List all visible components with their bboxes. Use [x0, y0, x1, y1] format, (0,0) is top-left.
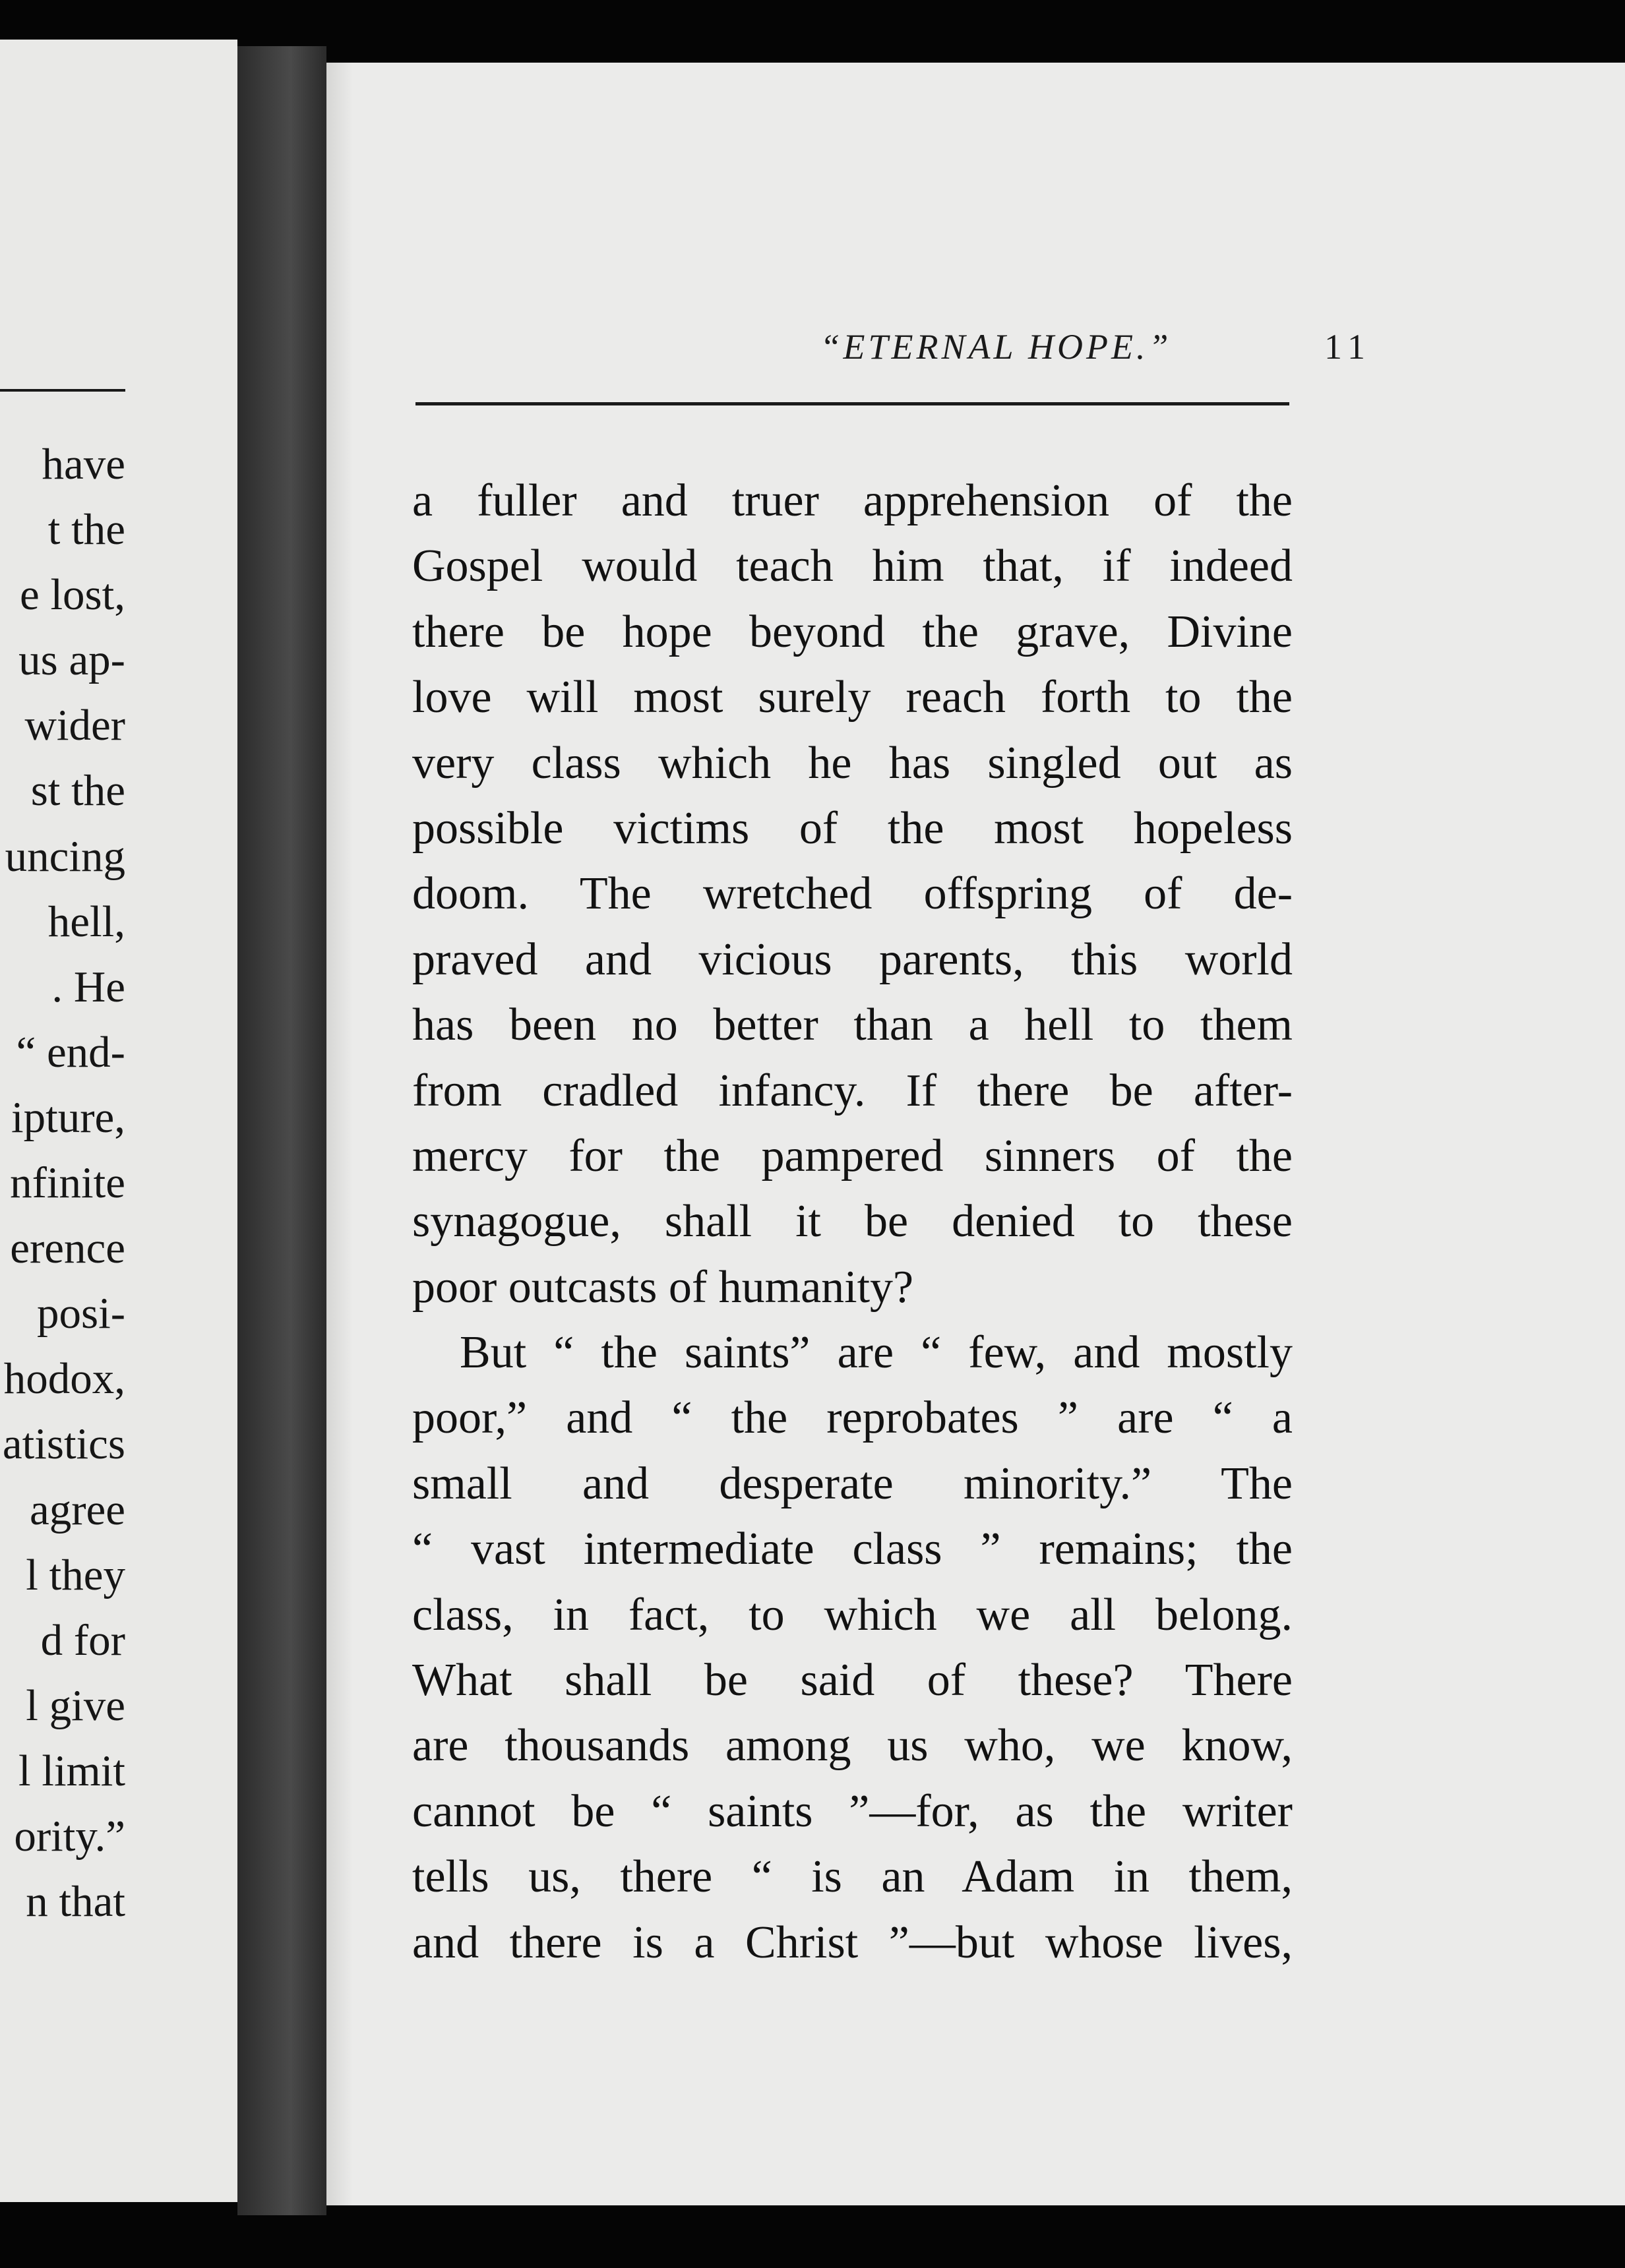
- left-page-line: t the: [47, 505, 125, 554]
- text-line: are thousands among us who, we know,: [412, 1720, 1293, 1772]
- left-page-line: hell,: [47, 897, 125, 946]
- text-line: very class which he has singled out as: [412, 737, 1293, 789]
- left-page-line: “ end-: [16, 1027, 125, 1077]
- text-line: poor outcasts of humanity?: [412, 1261, 914, 1313]
- page-number: 11: [1324, 327, 1372, 367]
- text-line: tells us, there “ is an Adam in them,: [412, 1851, 1293, 1903]
- book-gutter: [237, 46, 326, 2215]
- page-edge-shade: [326, 63, 353, 2205]
- text-line: doom. The wretched offspring of de-: [412, 868, 1293, 920]
- left-page-line: n that: [26, 1877, 125, 1926]
- left-page-line: us ap-: [18, 636, 125, 685]
- paragraph: [412, 468, 1293, 1320]
- text-line: Gospel would teach him that, if indeed: [412, 541, 1293, 592]
- left-page-line: posi-: [37, 1289, 125, 1338]
- left-page-rule: [0, 389, 125, 392]
- left-page-line: erence: [10, 1224, 125, 1273]
- text-line: synagogue, shall it be denied to these: [412, 1196, 1293, 1247]
- text-line: cannot be “ saints ”—for, as the writer: [412, 1785, 1293, 1837]
- left-page-line: nfinite: [10, 1158, 125, 1208]
- paragraph: [412, 1320, 1293, 1975]
- left-page-line: hodox,: [3, 1354, 125, 1404]
- text-line: there be hope beyond the grave, Divine: [412, 606, 1293, 657]
- text-line: love will most surely reach forth to the: [412, 672, 1293, 723]
- left-page-line: st the: [30, 766, 125, 816]
- text-line: praved and vicious parents, this world: [412, 934, 1293, 985]
- running-head: [620, 326, 1372, 405]
- text-line: and there is a Christ ”—but whose lives,: [412, 1917, 1293, 1968]
- header-rule: [415, 402, 1289, 405]
- left-page-line: atistics: [2, 1419, 125, 1469]
- left-page-line: d for: [40, 1615, 125, 1665]
- right-page: [326, 63, 1625, 2205]
- left-page-line: l they: [26, 1550, 125, 1599]
- text-line: class, in fact, to which we all belong.: [412, 1589, 1293, 1640]
- text-line: “ vast intermediate class ” remains; the: [412, 1524, 1293, 1575]
- left-facing-page: [0, 40, 237, 2202]
- left-page-line: . He: [51, 962, 125, 1011]
- text-line: poor,” and “ the reprobates ” are “ a: [412, 1392, 1293, 1444]
- left-page-line: l limit: [18, 1746, 125, 1795]
- left-page-line: ority.”: [14, 1811, 125, 1861]
- running-title: “ETERNAL HOPE.”: [820, 327, 1172, 367]
- text-line: But “ the saints” are “ few, and mostly: [460, 1327, 1293, 1379]
- left-page-line: have: [42, 440, 125, 489]
- text-line: from cradled infancy. If there be after-: [412, 1065, 1293, 1116]
- text-line: possible victims of the most hopeless: [412, 802, 1293, 854]
- left-page-line: l give: [26, 1681, 125, 1730]
- left-page-text-fragments: [3, 432, 125, 1934]
- body-text: [412, 468, 1293, 1975]
- text-line: mercy for the pampered sinners of the: [412, 1130, 1293, 1181]
- left-page-line: e lost,: [19, 570, 125, 620]
- left-page-line: uncing: [5, 831, 125, 881]
- text-line: has been no better than a hell to them: [412, 1000, 1293, 1051]
- left-page-line: wider: [24, 701, 125, 750]
- text-line: What shall be said of these? There: [412, 1655, 1293, 1706]
- text-line: a fuller and truer apprehension of the: [412, 475, 1293, 526]
- text-line: small and desperate minority.” The: [412, 1458, 1293, 1509]
- left-page-line: ipture,: [11, 1092, 125, 1142]
- left-page-line: agree: [29, 1485, 125, 1534]
